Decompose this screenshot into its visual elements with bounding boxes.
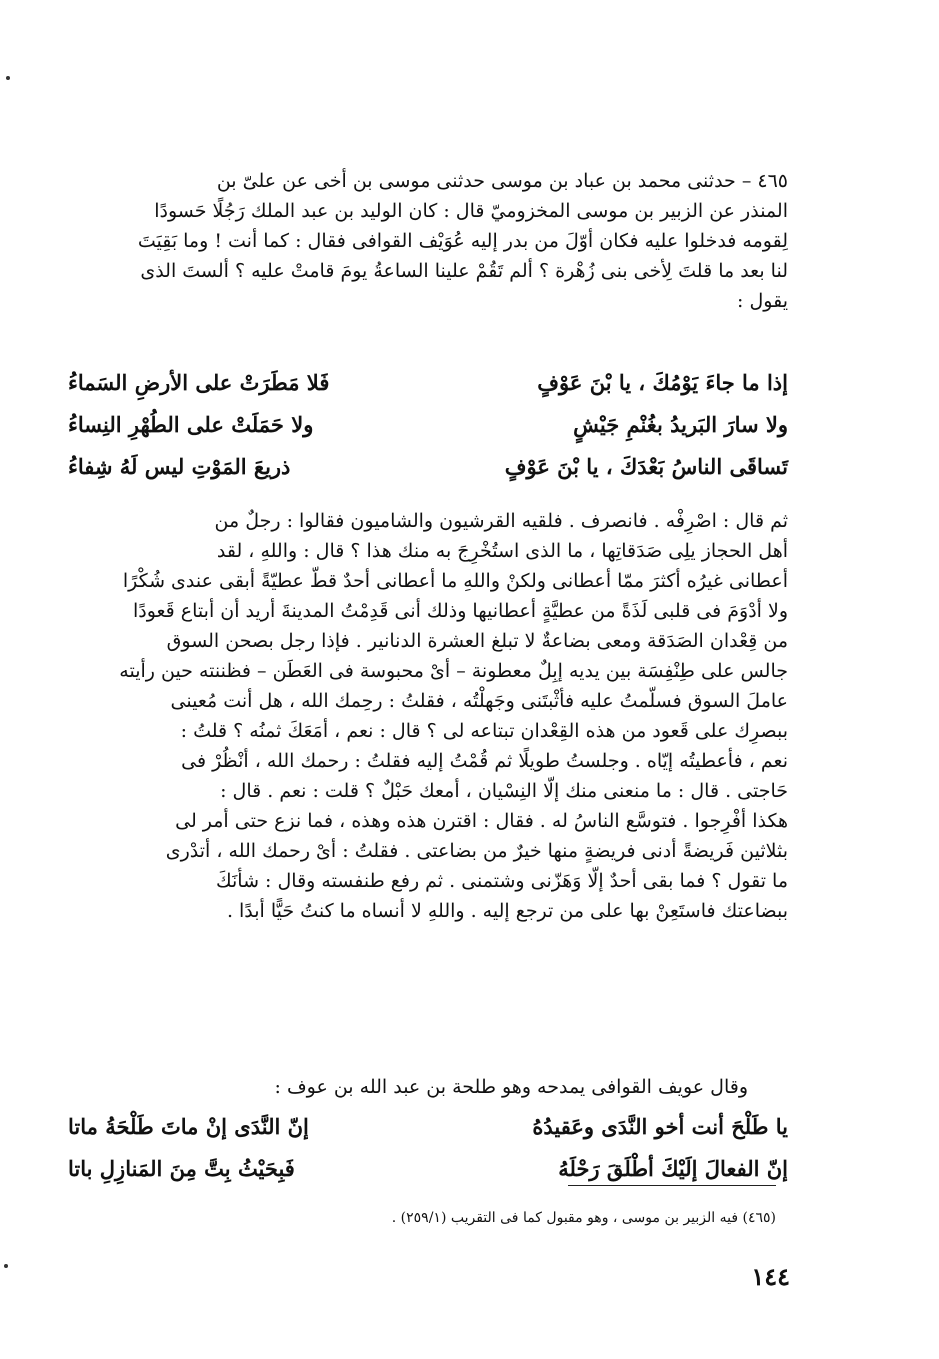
text-line: ثم قال : اصْرِفْه . فانصرف . فلقيه القرشيون والشاميون فقالوا : رجلٌ من [214, 510, 788, 532]
hemistich-first: يا طَلْحَ أنت أخو النَّدَى وعَقيدُهُ [532, 1114, 788, 1139]
hemistich-second: فَلا مَطَرَتْ على الأرضِ السَماءُ [68, 370, 330, 395]
poem-verse [68, 1106, 788, 1148]
text-line: ببصرِك على قَعود من هذه القِعْدان تبتاعه لى ؟ قال : نعم ، أمَعَكَ ثمنُه ؟ قلتُ : [180, 720, 788, 742]
text-line: عاملَ السوق فسلّمتُ عليه فأثْبتَنى وجَهلْتُه ، فقلتُ : رحِمك الله ، هل أنت مُعينى [170, 690, 788, 712]
scan-speck [4, 1264, 8, 1268]
text-line: المنذر عن الزبير بن موسى المخزوميّ قال : كان الوليد بن عبد الملك رَجُلًا حَسودًا [154, 200, 788, 222]
text-line: هكذا أفْرِجوا . فتوسَّع الناسُ له . فقال : اقترن هذه وهذه ، فما نزع حتى أمر لى [175, 810, 788, 832]
hemistich-second: فَبِحَيْثُ بِتَّ مِنَ المَنازِلِ باتا [68, 1156, 295, 1181]
text-line: ما تقول ؟ فما بقى أحدٌ إلّا وَهَزّنى وشتمنى . ثم رفع طنفسته وقال : شأنَكَ [216, 870, 788, 892]
text-line: ببضاعتك فاستَعِنْ بها على من ترجع إليه . واللهِ لا أنساه ما كنتُ حَيًّا أبدًا . [226, 900, 788, 922]
poem-verse [68, 404, 788, 446]
footnote-divider [568, 1185, 776, 1186]
hemistich-first: إنّ الفعالَ إلَيْكَ أطْلَقَ رَحْلَهُ [558, 1156, 788, 1181]
poem-second [68, 1106, 788, 1190]
text-line: ٤٦٥ – حدثنى محمد بن عباد بن موسى حدثنى موسى بن أخى عن علىّ بن [216, 170, 788, 192]
poem-verse [68, 446, 788, 488]
text-line: لنا بعد ما قلتَ لِأخى بنى زُهْرة ؟ ألم تَقُمْ علينا الساعةُ يومَ قامتْ عليه ؟ ألستَ الذى [140, 260, 788, 282]
text-line: لِقومه فدخلوا عليه فكان أوّلَ من بدر إليه عُوَيْف القوافى فقال : كما أنت ! وما بَقِيَتَ [137, 230, 788, 252]
text-line: من قِعْدان الصَدَقة ومعى بضاعةٌ لا تبلغ العشرة الدنانير . فإذا رجل بصحن السوق [166, 630, 788, 652]
hemistich-first: إذا ما جاءَ يَوْمُكَ ، يا بْنَ عَوْفٍ [537, 370, 788, 395]
hemistich-first: تَساقَى الناسُ بَعْدَكَ ، يا بْنَ عَوْفٍ [504, 454, 788, 479]
text-line: أهل الحجاز يلِى صَدَقاتِها ، ما الذى استُخْرِجَ به منك هذا ؟ قال : واللهِ ، لقد [216, 540, 788, 562]
text-line: ولا أدْوَمَ فى قلبى لَذَةً من عطيَّةٍ أعطانيها وذلك أنى قَدِمْتُ المدينةَ أريد أن أبتاع قَعودًا [132, 600, 788, 622]
hemistich-second: ولا حَمَلَتْ على الطُهْرِ النِساءُ [68, 412, 314, 437]
hemistich-first: ولا سارَ البَريدُ بغُنْمِ جَيْشٍ [573, 412, 788, 437]
text-line: جالس على طِنْفِسَة بين يديه إبِلٌ معطونة – أىْ محبوسة فى العَطَن – فظننته حين رأيته [119, 660, 788, 682]
paragraph-narrative [68, 506, 788, 926]
paragraph-465-intro [68, 166, 788, 316]
text-line: وقال عويف القوافى يمدحه وهو طلحة بن عبد الله بن عوف : [274, 1076, 748, 1098]
poem-verse [68, 1148, 788, 1190]
hemistich-second: إنّ النَّدَى إنْ ماتَ طَلْحَةُ ماتا [68, 1114, 309, 1139]
text-line: أعطانى غيرُه أكثرَ ممّا أعطانى ولكنْ واللهِ ما أعطانى أحدٌ قطّ عطيّةً أبقى عندى شُكْرًا [122, 570, 788, 592]
poem-first [68, 362, 788, 488]
poem-verse [68, 362, 788, 404]
text-line: بثلاثين فَريضةً أدنى فريضةٍ منها خيرٌ من بضاعتى . فقلتُ : أىْ رحمك الله ، أتدْرى [165, 840, 788, 862]
text-line: يقول : [737, 290, 788, 312]
text-line: حَاجتى . قال : ما منعنى منك إلّا النِسْيان ، أمعك حَبْلٌ ؟ قلت : نعم . قال : [220, 780, 788, 802]
footnote: (٤٦٥) فيه الزبير بن موسى ، وهو مقبول كما فى التقريب (٢٥٩/١) . [391, 1210, 776, 1226]
page-number: ١٤٤ [751, 1262, 790, 1291]
paragraph-poem-intro [68, 1072, 788, 1102]
text-line: نعم ، فأعطيتُه إيّاه . وجلستُ طويلًا ثم قُمْتُ إليه فقلتُ : رحمك الله ، أنْظُرْ فى [181, 750, 788, 772]
scan-speck [6, 76, 10, 80]
hemistich-second: ذريعَ المَوْتِ ليس لَهُ شِفاءُ [68, 454, 291, 479]
